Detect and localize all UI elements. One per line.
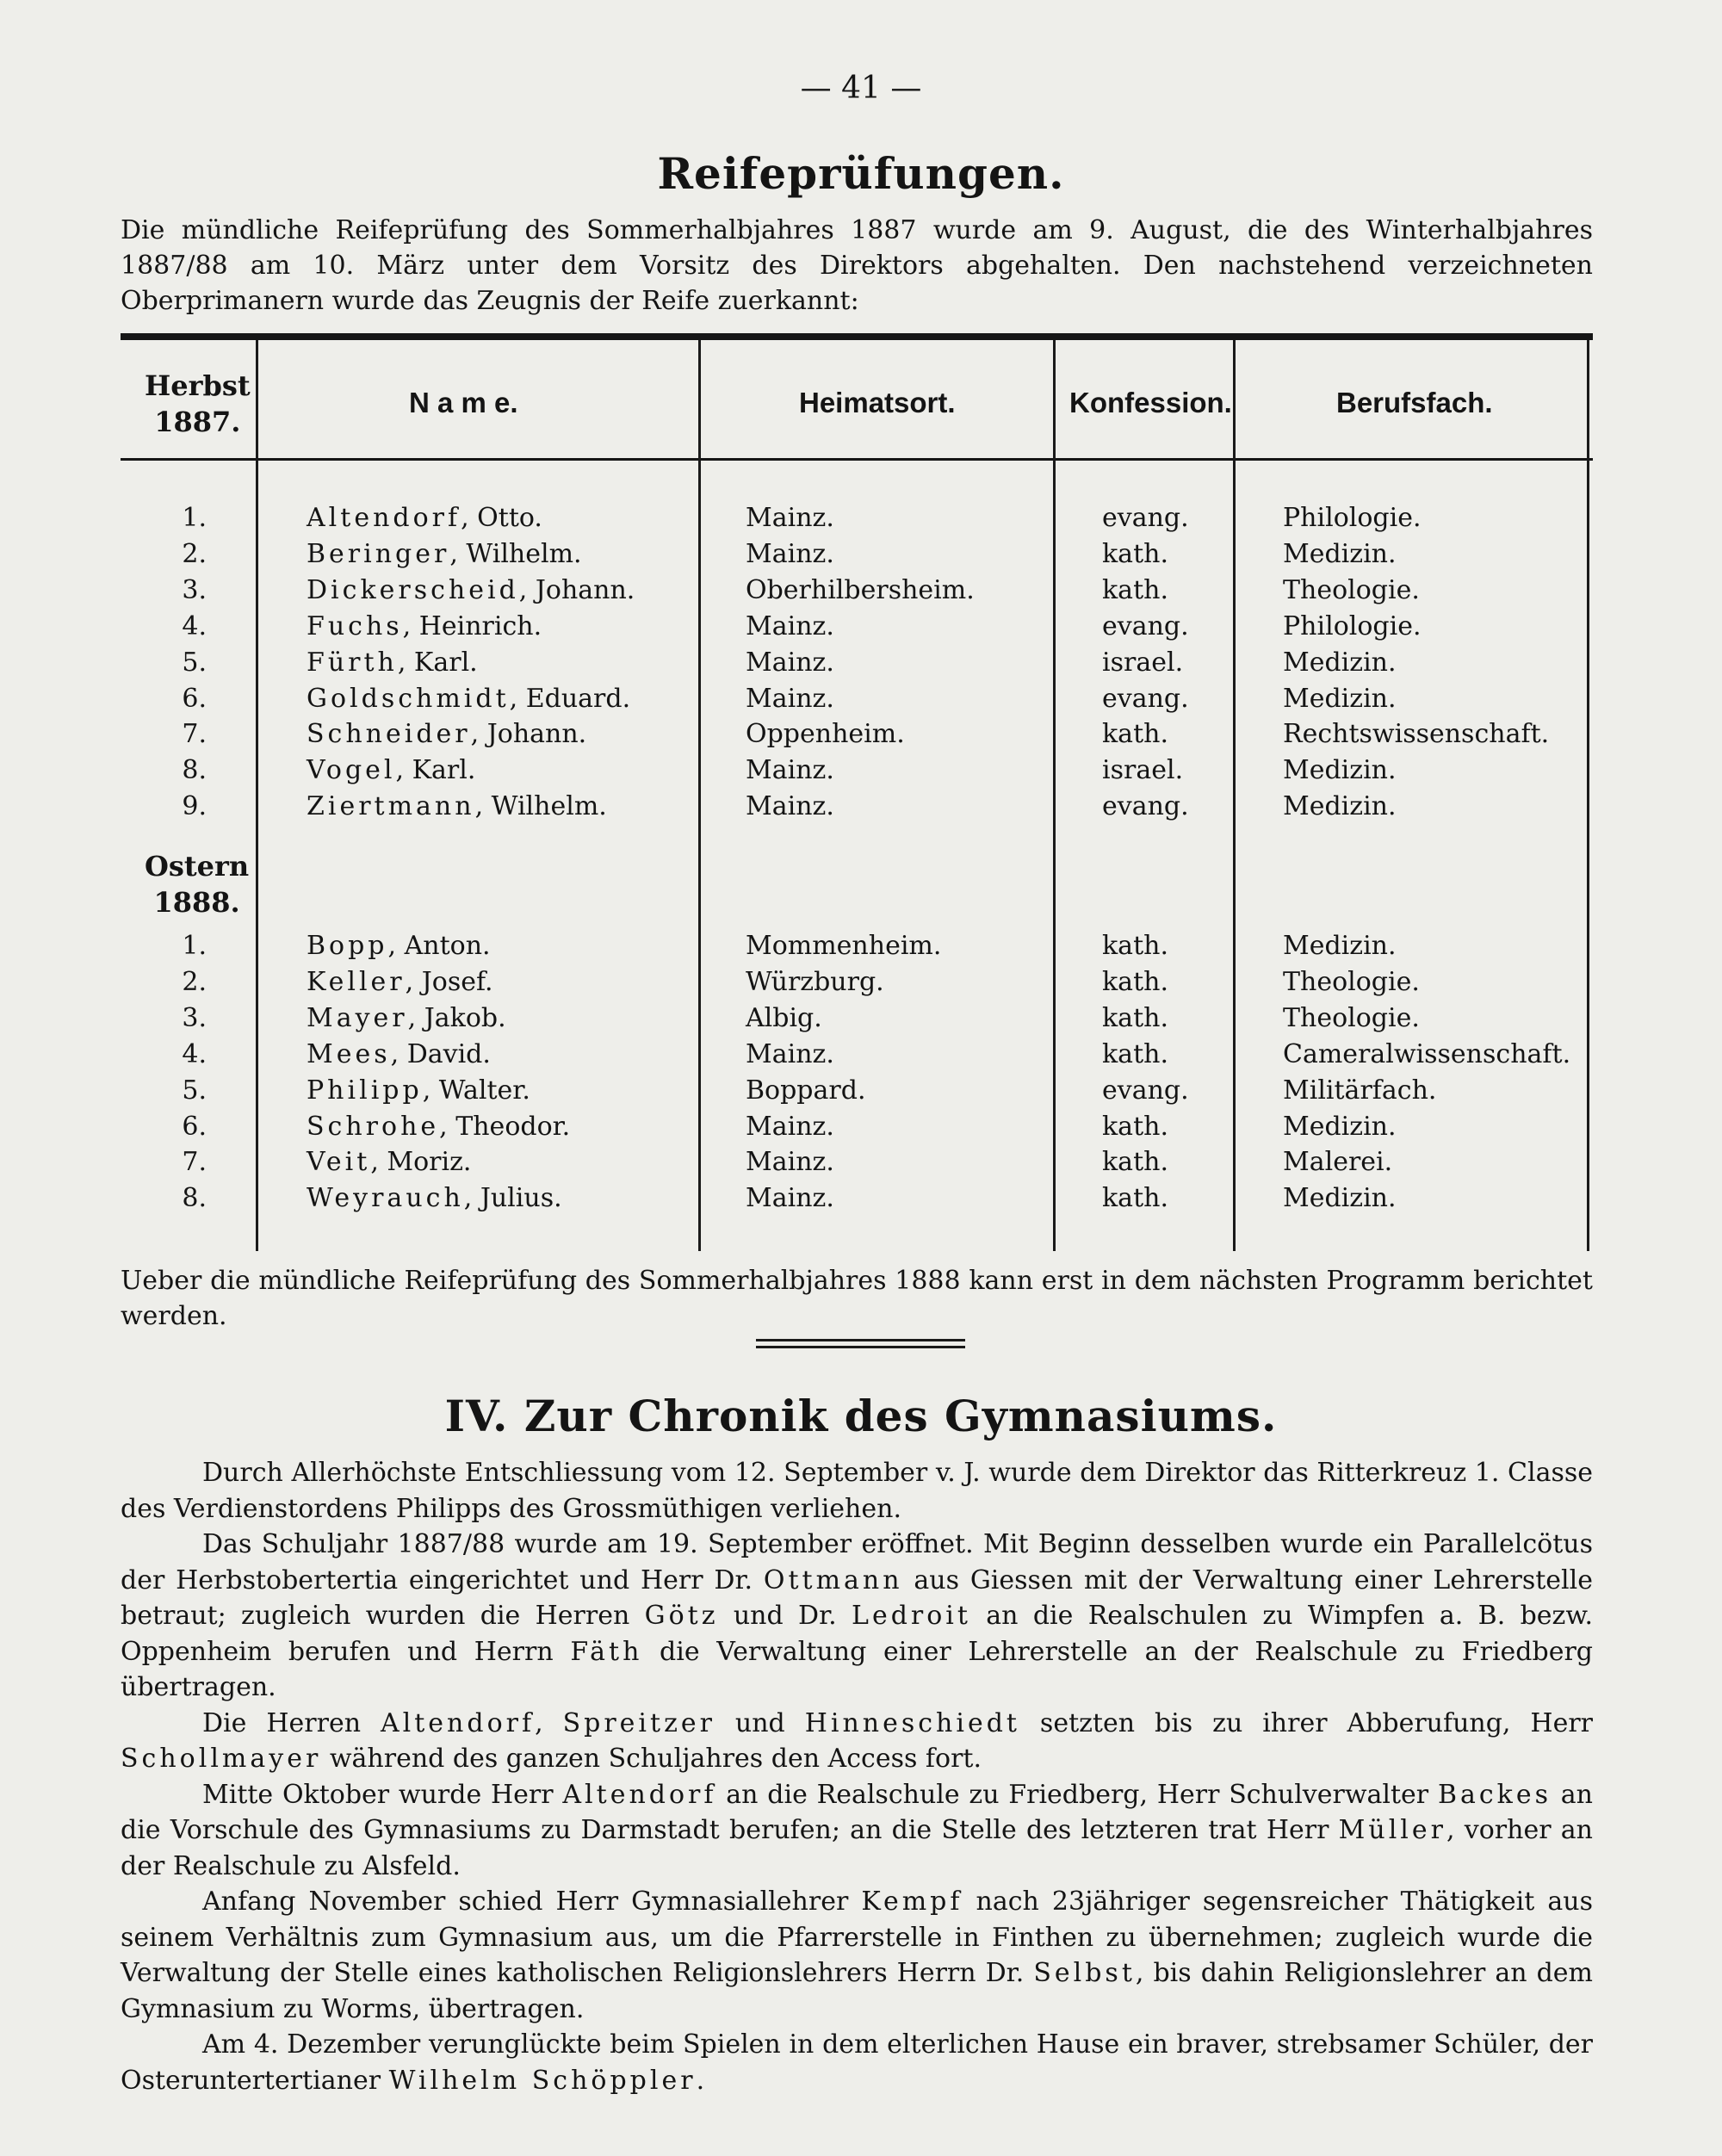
chronicle-paragraph: Anfang November schied Herr Gymnasiallehrer Kempf nach 23jähriger segensreicher Thätigkeit aus seinem Verhältnis zum Gymnasium aus, um die Pfarrerstelle in Finthen zu übernehmen; zugleich wurde die Verwaltung der Stelle eines katholischen Religionslehrers Herrn Dr. Selbst, bis dahin Religionslehrer an dem Gymnasium zu Worms, übertragen.: [121, 1886, 1593, 2024]
first-name: , Anton.: [387, 931, 491, 961]
student-name: [307, 500, 542, 536]
profession: Theologie.: [1283, 1002, 1420, 1033]
person-name: Hinneschiedt: [804, 1707, 1020, 1738]
student-name: [307, 1037, 491, 1073]
separator-rule: [756, 1339, 965, 1341]
first-name: , Karl.: [397, 647, 478, 678]
person-name: Wilhelm Schöppler: [388, 2065, 697, 2096]
student-name: [307, 1109, 570, 1145]
person-name: Müller: [1338, 1815, 1446, 1845]
student-name: [307, 609, 542, 645]
confession: israel.: [1102, 755, 1184, 786]
home-town: Mainz.: [746, 610, 834, 641]
surname: Vogel: [307, 755, 396, 786]
row-number: 3.: [182, 574, 207, 605]
confession: kath.: [1102, 1038, 1168, 1069]
person-name: Backes: [1437, 1779, 1552, 1810]
profession: Theologie.: [1283, 966, 1420, 997]
section-label-line1: Ostern: [145, 850, 250, 883]
surname: Weyrauch: [307, 1183, 464, 1214]
student-name: [307, 753, 475, 789]
row-number: 5.: [182, 647, 207, 678]
student-name: [307, 1073, 530, 1109]
intro-paragraph: Die mündliche Reifeprüfung des Sommerhalbjahres 1887 wurde am 9. August, die des Winterhalbjahres 1887/88 am 10. März unter dem Vorsitz des Direktors abgehalten. Den nachstehend verzeichneten Oberprimanern wurde das Zeugnis der Reife zuerkannt:: [121, 215, 1593, 316]
confession: kath.: [1102, 1111, 1168, 1142]
home-town: Mainz.: [746, 1038, 834, 1069]
table-row: [121, 573, 1593, 609]
chronicle-text: [121, 1455, 1593, 2098]
first-name: , Walter.: [422, 1075, 530, 1106]
first-name: , David.: [390, 1038, 491, 1069]
surname: Fürth: [307, 647, 398, 678]
row-number: 3.: [182, 1002, 207, 1033]
first-name: , Moriz.: [370, 1147, 472, 1178]
header-name: N a m e.: [409, 387, 518, 418]
student-name: [307, 1180, 562, 1217]
chronicle-paragraph: Am 4. Dezember verunglückte beim Spielen in dem elterlichen Hause ein braver, strebsamer Schüler, der Osteruntertertianer Wilhelm Schöppler.: [121, 2029, 1593, 2096]
surname: Schneider: [307, 719, 471, 750]
confession: evang.: [1102, 503, 1189, 533]
person-name: Kempf: [861, 1886, 963, 1917]
person-name: Altendorf: [562, 1779, 717, 1810]
profession: Theologie.: [1283, 574, 1420, 605]
section-label-line2: 1888.: [153, 886, 240, 919]
chronicle-paragraph: Durch Allerhöchste Entschliessung vom 12. September v. J. wurde dem Direktor das Ritterkreuz 1. Classe des Verdienstordens Philipps des Grossmüthigen verliehen.: [121, 1458, 1593, 1524]
section-title-reifepruefungen: Reifeprüfungen.: [657, 148, 1065, 199]
chronicle-paragraph: Das Schuljahr 1887/88 wurde am 19. September eröffnet. Mit Beginn desselben wurde ein Parallelcötus der Herbstobertertia eingerichtet und Herr Dr. Ottmann aus Giessen mit der Verwaltung einer Lehrerstelle betraut; zugleich wurden die Herren Götz und Dr. Ledroit an die Realschulen zu Wimpfen a. B. bezw. Oppenheim berufen und Herrn Fäth die Verwaltung einer Lehrerstelle an der Realschule zu Friedberg übertragen.: [121, 1529, 1593, 1702]
separator-rule: [756, 1346, 965, 1348]
surname: Mees: [307, 1038, 391, 1069]
table-row: [121, 789, 1593, 825]
person-name: Altendorf: [380, 1707, 536, 1738]
surname: Dickerscheid: [307, 574, 519, 605]
home-town: Albig.: [746, 1002, 822, 1033]
home-town: Oppenheim.: [746, 719, 905, 750]
chronicle-paragraph: Mitte Oktober wurde Herr Altendorf an die Realschule zu Friedberg, Herr Schulverwalter Backes an die Vorschule des Gymnasiums zu Darmstadt berufen; an die Stelle des letzteren trat Herr Müller, vorher an der Realschule zu Alsfeld.: [121, 1779, 1593, 1881]
table-row: [121, 1180, 1593, 1217]
table-row: [121, 716, 1593, 753]
person-name: Ledroit: [852, 1601, 971, 1631]
surname: Philipp: [307, 1075, 423, 1106]
graduates-table: [121, 333, 1593, 1251]
header-profession: Berufsfach.: [1336, 387, 1493, 418]
chronicle-title: IV. Zur Chronik des Gymnasiums.: [444, 1391, 1278, 1441]
row-number: 7.: [182, 719, 207, 750]
confession: kath.: [1102, 966, 1168, 997]
student-name: [307, 681, 630, 717]
confession: evang.: [1102, 1075, 1189, 1106]
first-name: , Otto.: [461, 503, 542, 533]
row-number: 8.: [182, 755, 207, 786]
row-number: 8.: [182, 1183, 207, 1214]
after-table-note: Ueber die mündliche Reifeprüfung des Sommerhalbjahres 1888 kann erst in dem nächsten Programm berichtet werden.: [121, 1266, 1593, 1331]
row-number: 6.: [182, 1111, 207, 1142]
student-name: [307, 573, 635, 609]
profession: Medizin.: [1283, 683, 1397, 714]
person-name: Ottmann: [763, 1564, 903, 1595]
profession: Cameralwissenschaft.: [1283, 1038, 1571, 1069]
home-town: Oberhilbersheim.: [746, 574, 975, 605]
first-name: , Wilhelm.: [449, 538, 582, 569]
profession: Militärfach.: [1283, 1075, 1437, 1106]
home-town: Mainz.: [746, 1147, 834, 1178]
header-home: Heimatsort.: [799, 387, 956, 418]
profession: Medizin.: [1283, 1111, 1397, 1142]
table-row: [121, 928, 1593, 964]
surname: Fuchs: [307, 610, 403, 641]
profession: Medizin.: [1283, 931, 1397, 961]
confession: kath.: [1102, 574, 1168, 605]
profession: Malerei.: [1283, 1147, 1393, 1178]
profession: Medizin.: [1283, 791, 1397, 822]
student-name: [307, 1001, 506, 1037]
row-number: 6.: [182, 683, 207, 714]
row-number: 2.: [182, 966, 207, 997]
surname: Ziertmann: [307, 791, 475, 822]
profession: Medizin.: [1283, 538, 1397, 569]
person-name: Spreitzer: [562, 1707, 715, 1738]
student-name: [307, 536, 582, 573]
confession: evang.: [1102, 610, 1189, 641]
student-name: [307, 645, 478, 681]
home-town: Mainz.: [746, 503, 834, 533]
profession: Philologie.: [1283, 503, 1422, 533]
home-town: Mainz.: [746, 1183, 834, 1214]
table-row: [121, 1144, 1593, 1180]
first-name: , Johann.: [470, 719, 587, 750]
first-name: , Josef.: [405, 966, 493, 997]
home-town: Mommenheim.: [746, 931, 942, 961]
home-town: Mainz.: [746, 647, 834, 678]
first-name: , Wilhelm.: [474, 791, 607, 822]
table-row: [121, 645, 1593, 681]
page-number: — 41 —: [800, 71, 922, 106]
home-town: Mainz.: [746, 791, 834, 822]
row-number: 9.: [182, 791, 207, 822]
surname: Schrohe: [307, 1111, 440, 1142]
table-row: [121, 536, 1593, 573]
row-number: 4.: [182, 1038, 207, 1069]
student-name: [307, 928, 491, 964]
row-number: 1.: [182, 931, 207, 961]
confession: kath.: [1102, 1147, 1168, 1178]
student-name: [307, 1144, 471, 1180]
confession: kath.: [1102, 931, 1168, 961]
table-row: [121, 681, 1593, 717]
first-name: , Karl.: [395, 755, 476, 786]
surname: Bopp: [307, 931, 388, 961]
home-town: Mainz.: [746, 538, 834, 569]
table-row: [121, 1001, 1593, 1037]
home-town: Würzburg.: [746, 966, 884, 997]
table-top-rule: [121, 333, 1593, 340]
profession: Philologie.: [1283, 610, 1422, 641]
person-name: Fäth: [570, 1636, 643, 1667]
first-name: , Jakob.: [407, 1002, 506, 1033]
home-town: Mainz.: [746, 683, 834, 714]
first-name: , Julius.: [463, 1183, 562, 1214]
home-town: Boppard.: [746, 1075, 866, 1106]
surname: Veit: [307, 1147, 371, 1178]
home-town: Mainz.: [746, 755, 834, 786]
table-row: [121, 964, 1593, 1001]
profession: Rechtswissenschaft.: [1283, 719, 1550, 750]
confession: kath.: [1102, 1183, 1168, 1214]
confession: evang.: [1102, 683, 1189, 714]
row-number: 4.: [182, 610, 207, 641]
confession: israel.: [1102, 647, 1184, 678]
surname: Mayer: [307, 1002, 408, 1033]
surname: Altendorf: [307, 503, 461, 533]
person-name: Götz: [644, 1601, 719, 1631]
section-label-ostern: [145, 848, 249, 920]
confession: kath.: [1102, 538, 1168, 569]
row-number: 5.: [182, 1075, 207, 1106]
row-number: 1.: [182, 503, 207, 533]
table-row: [121, 753, 1593, 789]
surname: Goldschmidt: [307, 683, 510, 714]
home-town: Mainz.: [746, 1111, 834, 1142]
student-name: [307, 964, 493, 1001]
first-name: , Eduard.: [509, 683, 631, 714]
profession: Medizin.: [1283, 647, 1397, 678]
student-name: [307, 789, 607, 825]
surname: Beringer: [307, 538, 450, 569]
first-name: , Heinrich.: [402, 610, 542, 641]
header-semester-line2: 1887.: [154, 406, 241, 438]
table-row: [121, 1037, 1593, 1073]
surname: Keller: [307, 966, 406, 997]
student-name: [307, 716, 586, 753]
header-semester-line1: Herbst: [145, 369, 251, 402]
table-row: [121, 1073, 1593, 1109]
row-number: 7.: [182, 1147, 207, 1178]
table-row: [121, 609, 1593, 645]
person-name: Selbst: [1033, 1958, 1136, 1988]
first-name: , Theodor.: [439, 1111, 571, 1142]
header-confession: Konfession.: [1069, 387, 1232, 418]
table-header-rule: [121, 458, 1593, 461]
table-row: [121, 500, 1593, 536]
confession: kath.: [1102, 719, 1168, 750]
confession: kath.: [1102, 1002, 1168, 1033]
table-row: [121, 1109, 1593, 1145]
person-name: Schollmayer: [121, 1744, 322, 1774]
profession: Medizin.: [1283, 755, 1397, 786]
confession: evang.: [1102, 791, 1189, 822]
profession: Medizin.: [1283, 1183, 1397, 1214]
chronicle-paragraph: Die Herren Altendorf, Spreitzer und Hinneschiedt setzten bis zu ihrer Abberufung, Herr Schollmayer während des ganzen Schuljahres den Access fort.: [121, 1707, 1594, 1774]
row-number: 2.: [182, 538, 207, 569]
first-name: , Johann.: [518, 574, 635, 605]
header-semester: [145, 368, 251, 440]
